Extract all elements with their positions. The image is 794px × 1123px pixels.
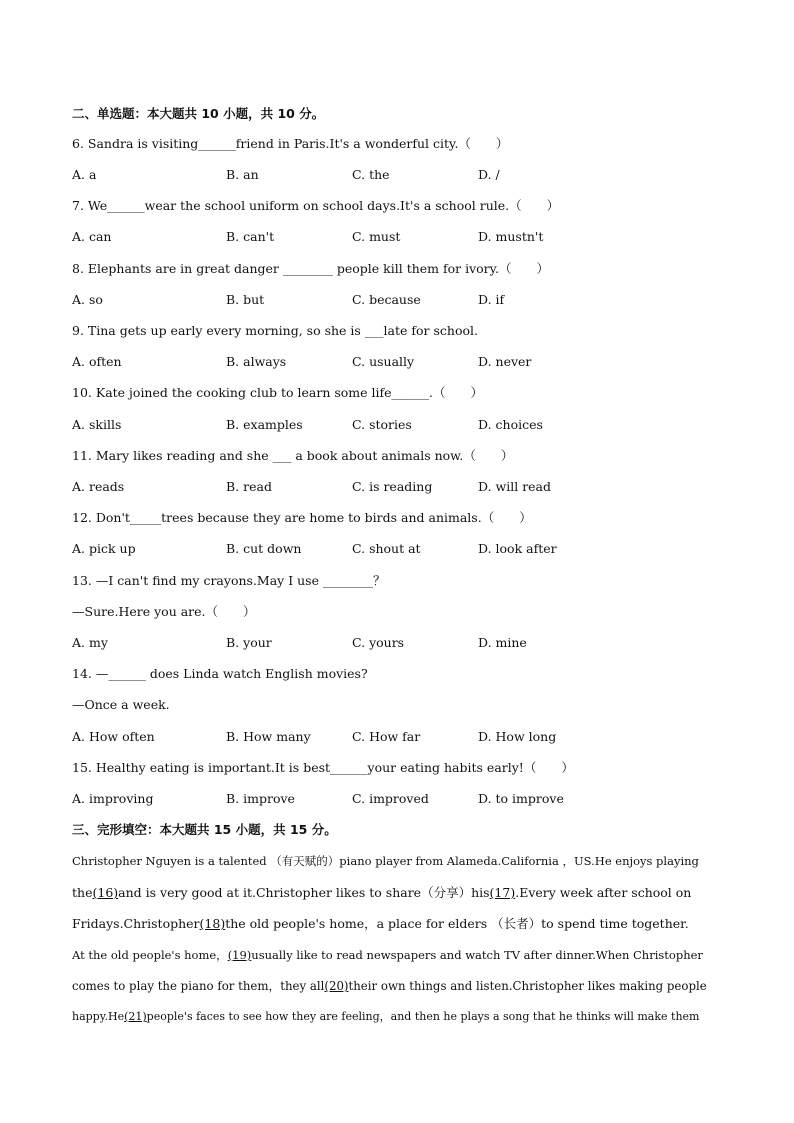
option-c[interactable]: C. because (352, 292, 421, 307)
question-6-stem: 6. Sandra is visiting______friend in Paris.It's a wonderful city.（ ） (72, 136, 509, 151)
option-c[interactable]: C. improved (352, 791, 429, 806)
passage-text: their own things and listen.Christopher likes making people (348, 979, 707, 993)
question-6-options (72, 167, 712, 183)
option-c[interactable]: C. How far (352, 729, 421, 744)
passage-line-3 (72, 916, 712, 932)
option-d[interactable]: D. look after (478, 541, 557, 556)
option-b[interactable]: B. cut down (226, 541, 302, 556)
blank-19[interactable]: (19) (227, 948, 252, 962)
option-c[interactable]: C. stories (352, 417, 412, 432)
option-d[interactable]: D. never (478, 354, 532, 369)
option-b[interactable]: B. How many (226, 729, 311, 744)
question-10-options (72, 417, 712, 433)
passage-text: happy.He (72, 1010, 125, 1023)
option-a[interactable]: A. How often (72, 729, 155, 744)
passage-text: comes to play the piano for them，they all (72, 979, 325, 993)
blank-21[interactable]: (21) (124, 1010, 147, 1023)
option-b[interactable]: B. read (226, 479, 272, 494)
question-10-stem: 10. Kate joined the cooking club to learn some life______.（ ） (72, 385, 484, 400)
option-b[interactable]: B. examples (226, 417, 303, 432)
option-d[interactable]: D. will read (478, 479, 552, 494)
option-a[interactable]: A. pick up (72, 541, 136, 556)
question-11-stem: 11. Mary likes reading and she ___ a book about animals now.（ ） (72, 448, 514, 463)
option-d[interactable]: D. / (478, 167, 500, 182)
question-14-reply: —Once a week. (72, 697, 170, 712)
question-8-options (72, 292, 712, 308)
passage-text: and is very good at it.Christopher likes to share（分享）his (118, 885, 490, 900)
question-9-stem: 9. Tina gets up early every morning, so she is ___late for school. (72, 323, 478, 338)
question-13-reply: —Sure.Here you are.（ ） (72, 604, 256, 619)
option-d[interactable]: D. to improve (478, 791, 564, 806)
question-14-stem: 14. —______ does Linda watch English movies? (72, 666, 368, 681)
option-a[interactable]: A. a (72, 167, 97, 182)
option-d[interactable]: D. choices (478, 417, 543, 432)
passage-text: Fridays.Christopher (72, 916, 200, 931)
passage-text: people's faces to see how they are feeling，and then he plays a song that he thinks will make them (146, 1010, 700, 1023)
blank-16[interactable]: (16) (92, 885, 119, 900)
question-9-options (72, 354, 712, 370)
passage-line-1 (72, 853, 712, 869)
option-b[interactable]: B. improve (226, 791, 295, 806)
option-d[interactable]: D. if (478, 292, 505, 307)
section-2-heading: 二、单选题：本大题共 10 小题，共 10 分。 (72, 106, 325, 121)
passage-line-2 (72, 885, 712, 901)
option-b[interactable]: B. an (226, 167, 259, 182)
passage-line-4 (72, 947, 712, 963)
passage-text: the (72, 885, 93, 900)
option-c[interactable]: C. usually (352, 354, 415, 369)
section-3-heading: 三、完形填空：本大题共 15 小题，共 15 分。 (72, 822, 337, 837)
option-a[interactable]: A. reads (72, 479, 125, 494)
option-b[interactable]: B. your (226, 635, 272, 650)
question-15-stem: 15. Healthy eating is important.It is best______your eating habits early!（ ） (72, 760, 574, 775)
question-11-options (72, 479, 712, 495)
option-b[interactable]: B. always (226, 354, 287, 369)
question-12-options (72, 541, 712, 557)
option-c[interactable]: C. yours (352, 635, 405, 650)
option-c[interactable]: C. the (352, 167, 390, 182)
option-a[interactable]: A. my (72, 635, 108, 650)
option-c[interactable]: C. must (352, 229, 401, 244)
question-12-stem: 12. Don't_____trees because they are home to birds and animals.（ ） (72, 510, 532, 525)
passage-text: At the old people's home， (72, 948, 228, 962)
option-d[interactable]: D. How long (478, 729, 557, 744)
passage-text: Christopher Nguyen is a talented （有天赋的）piano player from Alameda.California ，US.He enjoys playing (72, 854, 699, 868)
question-15-options (72, 791, 712, 807)
passage-line-6 (72, 1009, 712, 1025)
passage-line-5 (72, 978, 712, 994)
option-a[interactable]: A. so (72, 292, 103, 307)
option-c[interactable]: C. is reading (352, 479, 433, 494)
question-13-options (72, 635, 712, 651)
blank-17[interactable]: (17) (489, 885, 516, 900)
passage-text: .Every week after school on (515, 885, 692, 900)
option-a[interactable]: A. often (72, 354, 122, 369)
option-d[interactable]: D. mine (478, 635, 527, 650)
question-7-options (72, 229, 712, 245)
option-c[interactable]: C. shout at (352, 541, 421, 556)
option-b[interactable]: B. but (226, 292, 265, 307)
question-8-stem: 8. Elephants are in great danger ________ people kill them for ivory.（ ） (72, 261, 550, 276)
option-a[interactable]: A. skills (72, 417, 122, 432)
question-13-stem: 13. —I can't find my crayons.May I use ________？ (72, 573, 386, 588)
blank-18[interactable]: (18) (199, 916, 226, 931)
option-a[interactable]: A. can (72, 229, 112, 244)
option-b[interactable]: B. can't (226, 229, 275, 244)
blank-20[interactable]: (20) (324, 979, 349, 993)
option-a[interactable]: A. improving (72, 791, 154, 806)
passage-text: usually like to read newspapers and watch TV after dinner.When Christopher (251, 948, 703, 962)
option-d[interactable]: D. mustn't (478, 229, 544, 244)
question-7-stem: 7. We______wear the school uniform on school days.It's a school rule.（ ） (72, 198, 560, 213)
question-14-options (72, 729, 712, 745)
passage-text: the old people's home，a place for elders （长者）to spend time together. (225, 916, 689, 931)
